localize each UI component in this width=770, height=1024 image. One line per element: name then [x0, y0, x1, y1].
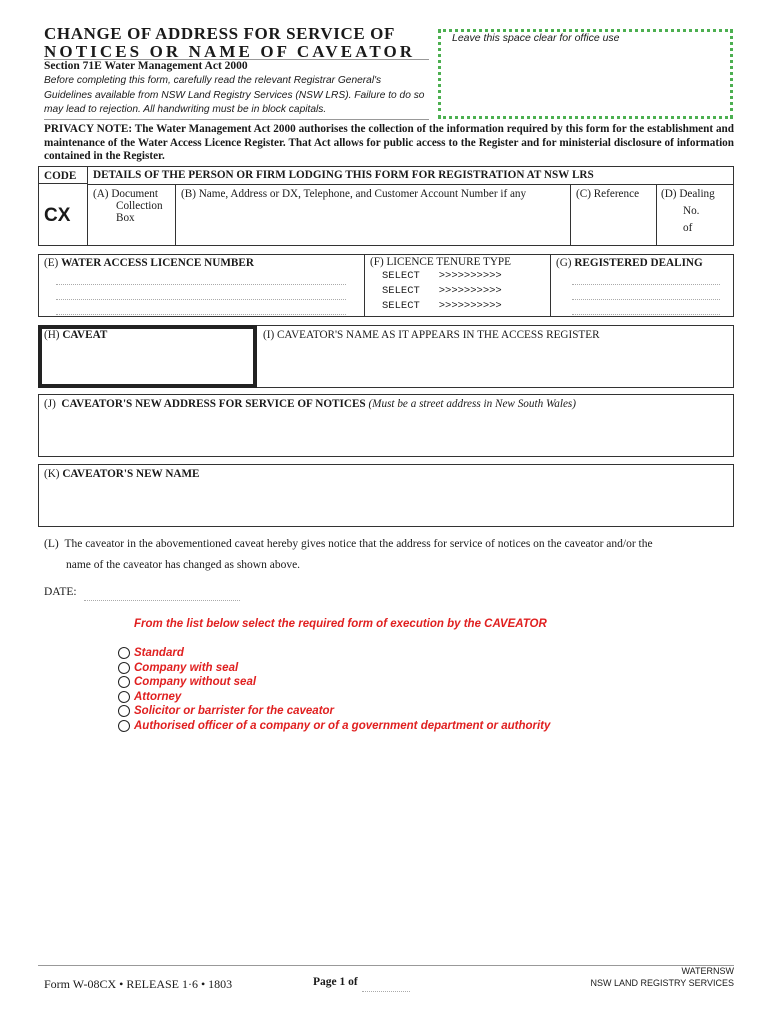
col-d-label-2: No. [683, 205, 700, 217]
form-title-line1: CHANGE OF ADDRESS FOR SERVICE OF [44, 24, 395, 43]
tenure-select-1[interactable]: SELECT >>>>>>>>>> [382, 270, 502, 282]
instructions-rule [44, 119, 429, 120]
tenure-select-3[interactable]: SELECT >>>>>>>>>> [382, 300, 502, 312]
caveator-statement: (L) The caveator in the abovementioned caveat hereby gives notice that the address for service of notices on the caveator and/or the name of the caveator has changed as shown above. [44, 538, 653, 571]
execution-option-label: Attorney [134, 691, 182, 703]
radio-icon[interactable] [118, 647, 130, 659]
execution-option-label: Company with seal [134, 662, 239, 674]
code-header-rule [38, 183, 87, 184]
radio-icon[interactable] [118, 691, 130, 703]
code-label: CODE [44, 170, 77, 182]
col-c-label: (C) Reference [576, 188, 640, 200]
agency-name-2: NSW LAND REGISTRY SERVICES [590, 978, 734, 988]
licence-number-label: (E) WATER ACCESS LICENCE NUMBER [44, 257, 254, 269]
execution-instruction: From the list below select the required form of execution by the CAVEATOR [134, 618, 547, 630]
form-title-line2: NOTICES OR NAME OF CAVEATOR [44, 42, 416, 61]
radio-icon[interactable] [118, 720, 130, 732]
new-address-field[interactable] [40, 413, 732, 455]
agency-name-1: WATERNSW [681, 966, 734, 976]
col-c-divider [656, 184, 657, 246]
col-b-label: (B) Name, Address or DX, Telephone, and Customer Account Number if any [181, 188, 527, 200]
tenure-type-label: (F) LICENCE TENURE TYPE [370, 256, 511, 268]
lodger-details-field[interactable] [176, 200, 569, 245]
execution-option-label: Company without seal [134, 676, 257, 688]
caveat-label: (H) CAVEAT [44, 329, 108, 341]
execution-option-attorney[interactable] [118, 690, 181, 704]
section-reference: Section 71E Water Management Act 2000 [44, 60, 248, 72]
licence-divider-1 [364, 254, 365, 317]
footer-rule [38, 965, 734, 966]
licence-number-field[interactable] [56, 271, 346, 315]
office-use-label: Leave this space clear for office use [452, 32, 620, 44]
execution-option-standard[interactable] [118, 646, 184, 660]
code-divider [87, 166, 88, 246]
execution-option-label: Solicitor or barrister for the caveator [134, 705, 335, 717]
col-a-label-3: Box [116, 212, 135, 224]
date-line [84, 600, 240, 601]
lodger-header-rule [87, 184, 734, 185]
date-field[interactable] [84, 586, 240, 600]
radio-icon[interactable] [118, 662, 130, 674]
page-number: Page 1 of [313, 976, 358, 988]
form-id: Form W-08CX • RELEASE 1·6 • 1803 [44, 977, 233, 991]
col-a-label-1: (A) Document [93, 188, 158, 200]
code-value: CX [44, 205, 71, 226]
date-label: DATE: [44, 586, 77, 598]
registered-dealing-field[interactable] [572, 271, 720, 315]
col-a-label-2: Collection [116, 200, 163, 212]
tenure-select-2[interactable]: SELECT >>>>>>>>>> [382, 285, 502, 297]
execution-option-company-with-seal[interactable] [118, 661, 238, 675]
radio-icon[interactable] [118, 676, 130, 688]
new-address-label: (J) CAVEATOR'S NEW ADDRESS FOR SERVICE OF NOTICES (Must be a street address in New South Wales) [44, 398, 577, 410]
radio-icon[interactable] [118, 705, 130, 717]
new-name-field[interactable] [40, 483, 732, 525]
new-name-label: (K) CAVEATOR'S NEW NAME [44, 468, 200, 480]
privacy-note: PRIVACY NOTE: The Water Management Act 2000 authorises the collection of the information required by this form for the establishment and maintenance of the Water Access Licence Register. That Act allows for public access to the Register and for ministerial disclosure of information contained in the Register. [44, 123, 734, 163]
col-d-label-3: of [683, 222, 693, 234]
page-total-field[interactable] [362, 991, 410, 992]
execution-option-label: Standard [134, 647, 184, 659]
licence-divider-2 [550, 254, 551, 317]
execution-option-solicitor[interactable] [118, 704, 334, 718]
execution-option-company-without-seal[interactable] [118, 675, 256, 689]
caveator-name-field[interactable] [260, 343, 732, 386]
title-rule [44, 59, 429, 60]
lodger-heading: DETAILS OF THE PERSON OR FIRM LODGING THIS FORM FOR REGISTRATION AT NSW LRS [93, 169, 594, 181]
registered-dealing-label: (G) REGISTERED DEALING [556, 257, 703, 269]
execution-option-authorised-officer[interactable] [118, 719, 550, 733]
instructions-text: Before completing this form, carefully read the relevant Registrar General's Guidelines available from NSW Land Registry Services (NSW LRS). Failure to do so may lead to rejection. All handwriting must be in block capitals. [44, 75, 425, 116]
col-d-label-1: (D) Dealing [661, 188, 715, 200]
caveator-name-label: (I) CAVEATOR'S NAME AS IT APPEARS IN THE ACCESS REGISTER [263, 329, 600, 341]
reference-field[interactable] [571, 202, 655, 245]
execution-option-label: Authorised officer of a company or of a government department or authority [134, 720, 551, 732]
